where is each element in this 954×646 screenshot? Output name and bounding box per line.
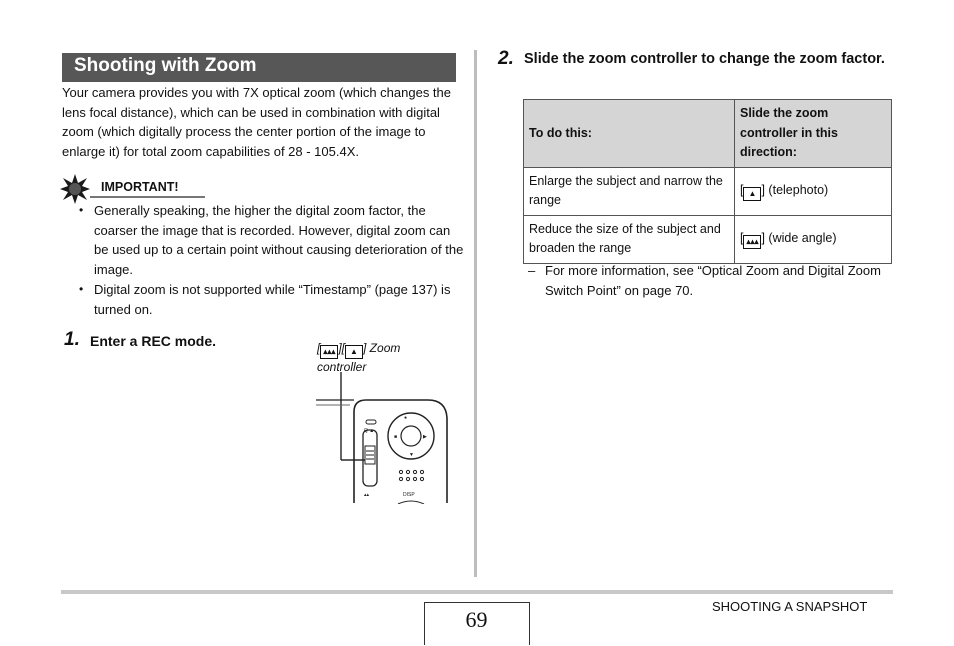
table-cell: Enlarge the subject and narrow the range bbox=[524, 167, 735, 215]
caption-close: ] Zoom bbox=[363, 341, 401, 355]
table-cell bbox=[735, 215, 892, 263]
svg-text:▴▴: ▴▴ bbox=[364, 492, 370, 498]
caption-open-bracket: [ bbox=[317, 341, 321, 355]
cell-direction-label: ] (wide angle) bbox=[761, 231, 837, 245]
important-underline bbox=[90, 196, 205, 198]
svg-text:Q ▲: Q ▲ bbox=[364, 428, 375, 434]
step-1-text: Enter a REC mode. bbox=[90, 333, 217, 349]
important-label: IMPORTANT! bbox=[101, 180, 179, 194]
caption-line-2: controller bbox=[317, 360, 367, 374]
section-title-bar bbox=[62, 53, 456, 82]
important-bullets bbox=[76, 201, 468, 321]
cell-bracket: [ bbox=[740, 183, 744, 197]
table-header-cell: To do this: bbox=[524, 100, 735, 168]
table-row bbox=[524, 167, 892, 215]
zoom-controller-caption bbox=[317, 340, 400, 375]
step-1-number: 1. bbox=[64, 329, 80, 350]
reference-note bbox=[528, 261, 888, 301]
column-divider bbox=[474, 50, 477, 577]
table-row bbox=[524, 215, 892, 263]
page-number: 69 bbox=[465, 607, 488, 632]
camera-illustration bbox=[310, 372, 450, 504]
section-title: Shooting with Zoom bbox=[74, 55, 257, 76]
telephoto-icon: ▲ bbox=[743, 187, 761, 201]
cell-direction-label: ] (telephoto) bbox=[761, 183, 829, 197]
table-cell: Reduce the size of the subject and broaden the range bbox=[524, 215, 735, 263]
intro-paragraph: Your camera provides you with 7X optical zoom (which changes the lens focal distance), which can be used in combination with digital zoom (which digitally process the center portion of the image to enlarge it) for total zoom capabilities of 28 - 105.4X. bbox=[62, 85, 452, 159]
note-dash: – bbox=[528, 263, 536, 278]
svg-text:DISP: DISP bbox=[403, 492, 415, 498]
step-2-text: Slide the zoom controller to change the zoom factor. bbox=[524, 51, 885, 67]
wide-angle-icon: ▴▴▴ bbox=[320, 345, 338, 359]
svg-text:■: ■ bbox=[394, 434, 398, 440]
svg-text:▼: ▼ bbox=[409, 452, 414, 458]
cell-bracket: [ bbox=[740, 231, 744, 245]
zoom-direction-table bbox=[523, 99, 892, 264]
footer-rule bbox=[61, 590, 893, 594]
telephoto-icon: ▲ bbox=[345, 345, 363, 359]
table-header-cell: Slide the zoom controller in this direction: bbox=[735, 100, 892, 168]
svg-text:▶: ▶ bbox=[423, 434, 427, 440]
wide-angle-icon: ▴▴▴ bbox=[743, 235, 761, 249]
caption-mid-bracket: ][ bbox=[338, 341, 346, 355]
important-burst-icon bbox=[60, 174, 90, 204]
svg-text:●: ● bbox=[404, 415, 408, 421]
section-name: SHOOTING A SNAPSHOT bbox=[712, 599, 868, 614]
list-item: • Digital zoom is not supported while “Timestamp” (page 137) is turned on. bbox=[76, 280, 468, 319]
note-text: For more information, see “Optical Zoom and Digital Zoom Switch Point” on page 70. bbox=[545, 263, 881, 298]
table-header-row bbox=[524, 100, 892, 168]
list-item: • Generally speaking, the higher the digital zoom factor, the coarser the image that is recorded. However, digital zoom can be used up to a certain point without causing deterioration of the image. bbox=[76, 201, 468, 279]
step-2-number: 2. bbox=[498, 48, 514, 69]
table-cell bbox=[735, 167, 892, 215]
